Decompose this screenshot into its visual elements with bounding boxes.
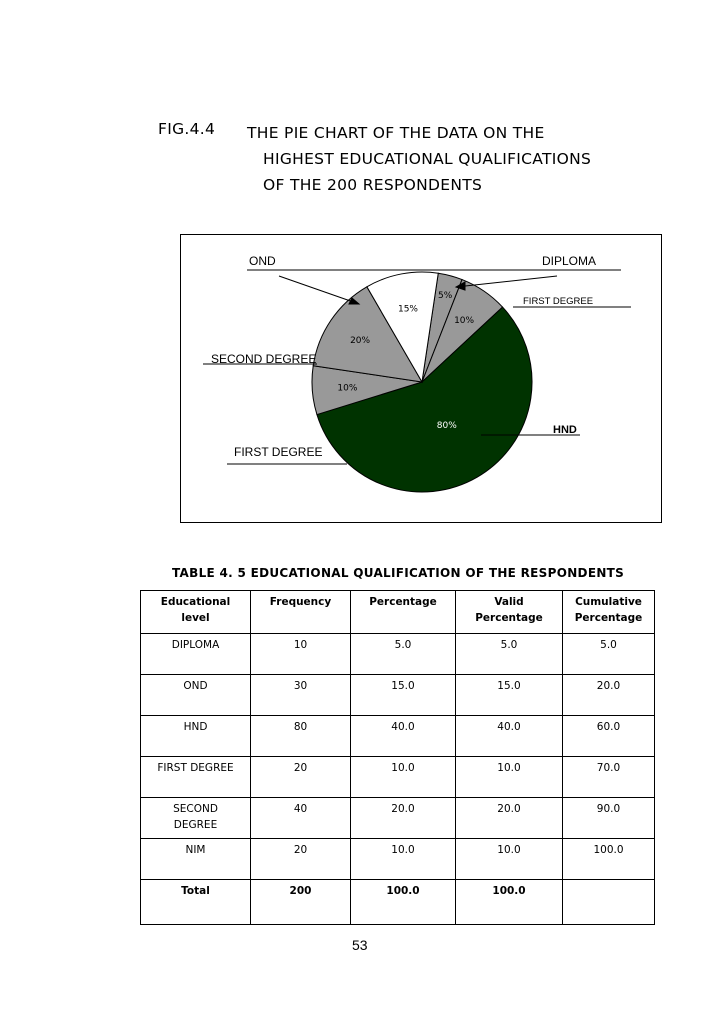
- table-cell: DIPLOMA: [141, 634, 251, 675]
- figure-title-line-3: OF THE 200 RESPONDENTS: [263, 176, 483, 194]
- table-header-row: [141, 591, 655, 634]
- header-cumulative-percentage: Cumulative Percentage: [563, 591, 655, 634]
- figure-title: [247, 120, 667, 198]
- table-cell: 40: [251, 798, 351, 839]
- header-valid-percentage: Valid Percentage: [456, 591, 563, 634]
- table-cell: 60.0: [563, 716, 655, 757]
- table-cell: 20.0: [563, 675, 655, 716]
- header-educational-level: Educational level: [141, 591, 251, 634]
- header-percentage: Percentage: [351, 591, 456, 634]
- table-cell: 10.0: [351, 839, 456, 880]
- second-degree-label: SECOND DEGREE: [211, 352, 317, 366]
- pie-slice-percent-label: 80%: [436, 420, 457, 431]
- table-total-row: [141, 880, 655, 925]
- table-cell: 20: [251, 839, 351, 880]
- table-cell: 15.0: [456, 675, 563, 716]
- table-cell: 15.0: [351, 675, 456, 716]
- table-cell: 100.0: [351, 880, 456, 925]
- diploma-callout-label: DIPLOMA: [542, 254, 597, 268]
- ond-callout-label: OND: [249, 254, 276, 268]
- pie-slice-percent-label: 10%: [337, 383, 358, 394]
- table-cell: OND: [141, 675, 251, 716]
- figure-title-line-1: THE PIE CHART OF THE DATA ON THE: [247, 124, 545, 142]
- pie-chart-frame: [180, 234, 662, 523]
- table-cell: SECOND DEGREE: [141, 798, 251, 839]
- page-number: 53: [352, 937, 368, 953]
- table-cell: Total: [141, 880, 251, 925]
- table-cell: 20: [251, 757, 351, 798]
- figure-title-line-2: HIGHEST EDUCATIONAL QUALIFICATIONS: [263, 150, 592, 168]
- table-cell: 20.0: [456, 798, 563, 839]
- table-row: [141, 798, 655, 839]
- table-cell: [563, 880, 655, 925]
- table-cell: 80: [251, 716, 351, 757]
- figure-label: FIG.4.4: [158, 120, 216, 138]
- table-cell: 10.0: [456, 839, 563, 880]
- table-cell: 100.0: [563, 839, 655, 880]
- first-degree-top-label: FIRST DEGREE: [523, 296, 594, 307]
- table-row: [141, 839, 655, 880]
- table-cell: 5.0: [563, 634, 655, 675]
- first-degree-bottom-label: FIRST DEGREE: [234, 445, 323, 459]
- ond-leader-line: [279, 276, 359, 304]
- table-cell: 40.0: [351, 716, 456, 757]
- table-cell: 10.0: [456, 757, 563, 798]
- table-cell: 10: [251, 634, 351, 675]
- pie-slice-percent-label: 20%: [350, 335, 371, 346]
- table-row: [141, 757, 655, 798]
- table-row: [141, 675, 655, 716]
- table-cell: NIM: [141, 839, 251, 880]
- header-frequency: Frequency: [251, 591, 351, 634]
- hnd-callout-label: HND: [553, 424, 577, 436]
- table-cell: 200: [251, 880, 351, 925]
- table-title: TABLE 4. 5 EDUCATIONAL QUALIFICATION OF THE RESPONDENTS: [172, 566, 625, 580]
- table-cell: 30: [251, 675, 351, 716]
- table-cell: 10.0: [351, 757, 456, 798]
- table-cell: 70.0: [563, 757, 655, 798]
- table-cell: 90.0: [563, 798, 655, 839]
- table-cell: 5.0: [456, 634, 563, 675]
- pie-slice-percent-label: 5%: [438, 290, 453, 301]
- diploma-leader-line: [456, 276, 557, 287]
- table-cell: 40.0: [456, 716, 563, 757]
- table-cell: FIRST DEGREE: [141, 757, 251, 798]
- table-cell: 20.0: [351, 798, 456, 839]
- pie-slice-percent-label: 15%: [397, 304, 419, 315]
- table-cell: 100.0: [456, 880, 563, 925]
- pie-slice-percent-label: 10%: [454, 316, 475, 327]
- table-cell: 5.0: [351, 634, 456, 675]
- table-row: [141, 716, 655, 757]
- table-cell: HND: [141, 716, 251, 757]
- pie-chart: [181, 235, 663, 524]
- table-row: [141, 634, 655, 675]
- qualification-table: [140, 590, 655, 925]
